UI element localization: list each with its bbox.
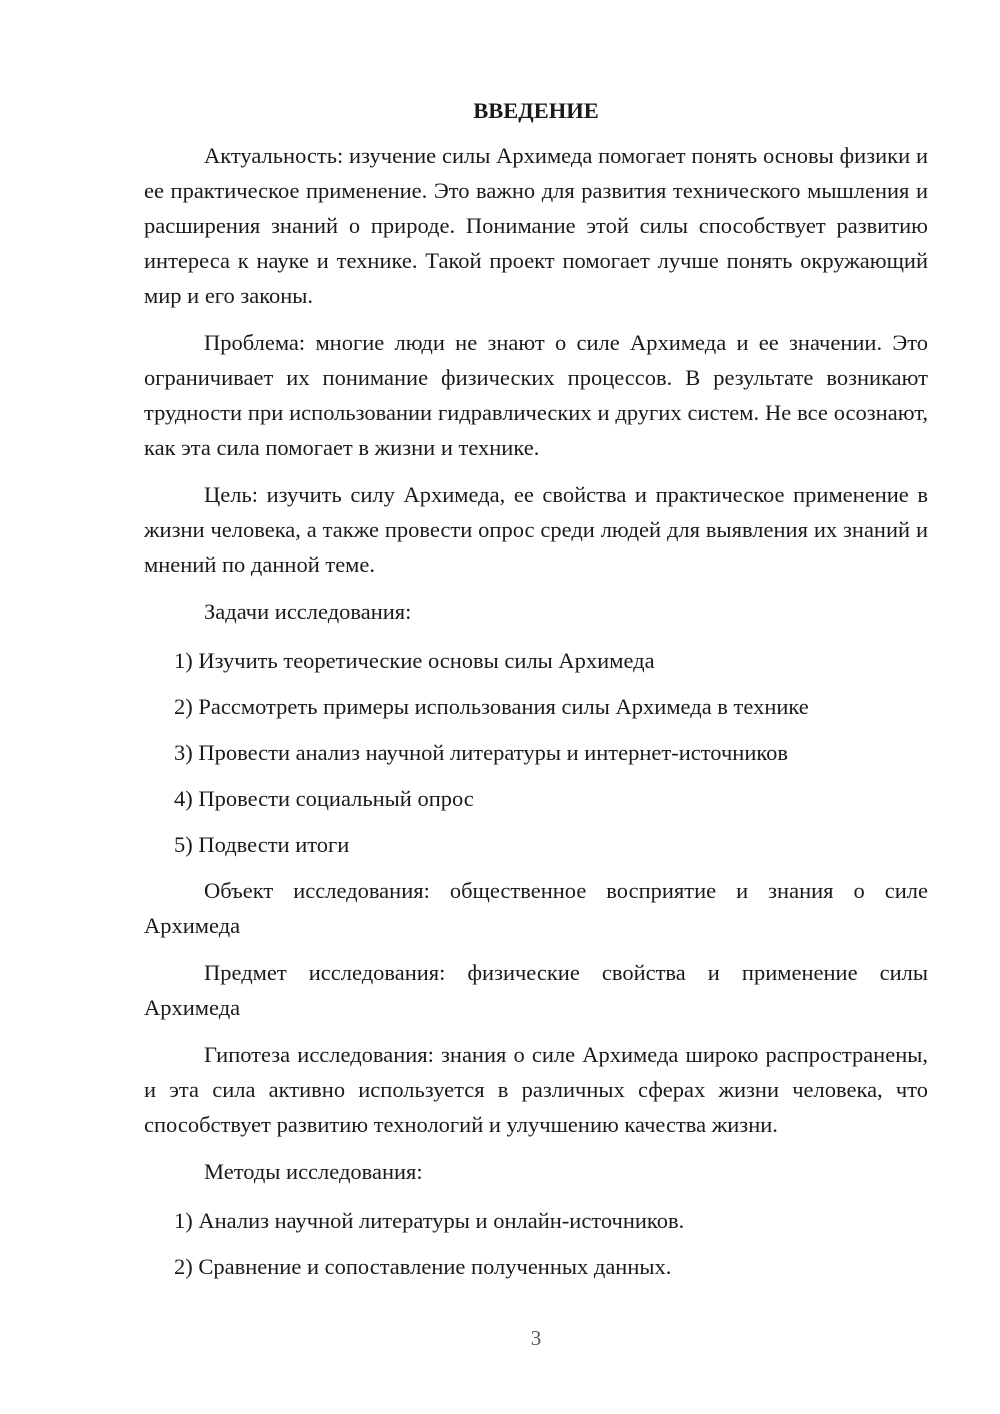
subject-paragraph: Предмет исследования: физические свойства и применение силы Архимеда bbox=[144, 960, 928, 1020]
task-item: 4) Провести социальный опрос bbox=[174, 786, 474, 811]
methods-list bbox=[144, 1203, 928, 1284]
method-item: 2) Сравнение и сопоставление полученных данных. bbox=[174, 1254, 672, 1279]
method-item: 1) Анализ научной литературы и онлайн-источников. bbox=[174, 1208, 685, 1233]
methods-label: Методы исследования: bbox=[204, 1159, 423, 1184]
relevance-paragraph: Актуальность: изучение силы Архимеда помогает понять основы физики и ее практическое применение. Это важно для развития технического мышления и расширения знаний о природе. Понимание этой силы способствует развитию интереса к науке и технике. Такой проект помогает лучше понять окружающий мир и его законы. bbox=[144, 143, 928, 308]
tasks-list bbox=[144, 643, 928, 862]
section-heading: ВВЕДЕНИЕ bbox=[473, 98, 599, 123]
page-body bbox=[144, 96, 928, 1295]
problem-paragraph: Проблема: многие люди не знают о силе Архимеда и ее значении. Это ограничивает их понимание физических процессов. В результате возникают трудности при использовании гидравлических и других систем. Не все осознают, как эта сила помогает в жизни и технике. bbox=[144, 330, 928, 460]
task-item: 5) Подвести итоги bbox=[174, 832, 350, 857]
hypothesis-paragraph: Гипотеза исследования: знания о силе Архимеда широко распространены, и эта сила активно используется в различных сферах жизни человека, что способствует развитию технологий и улучшению качества жизни. bbox=[144, 1042, 928, 1137]
task-item: 2) Рассмотреть примеры использования силы Архимеда в технике bbox=[174, 694, 809, 719]
task-item: 1) Изучить теоретические основы силы Архимеда bbox=[174, 648, 655, 673]
tasks-label: Задачи исследования: bbox=[204, 599, 412, 624]
page-number: 3 bbox=[530, 1326, 542, 1350]
object-paragraph: Объект исследования: общественное восприятие и знания о силе Архимеда bbox=[144, 878, 928, 938]
goal-paragraph: Цель: изучить силу Архимеда, ее свойства и практическое применение в жизни человека, а также провести опрос среди людей для выявления их знаний и мнений по данной теме. bbox=[144, 482, 928, 577]
task-item: 3) Провести анализ научной литературы и интернет-источников bbox=[174, 740, 789, 765]
